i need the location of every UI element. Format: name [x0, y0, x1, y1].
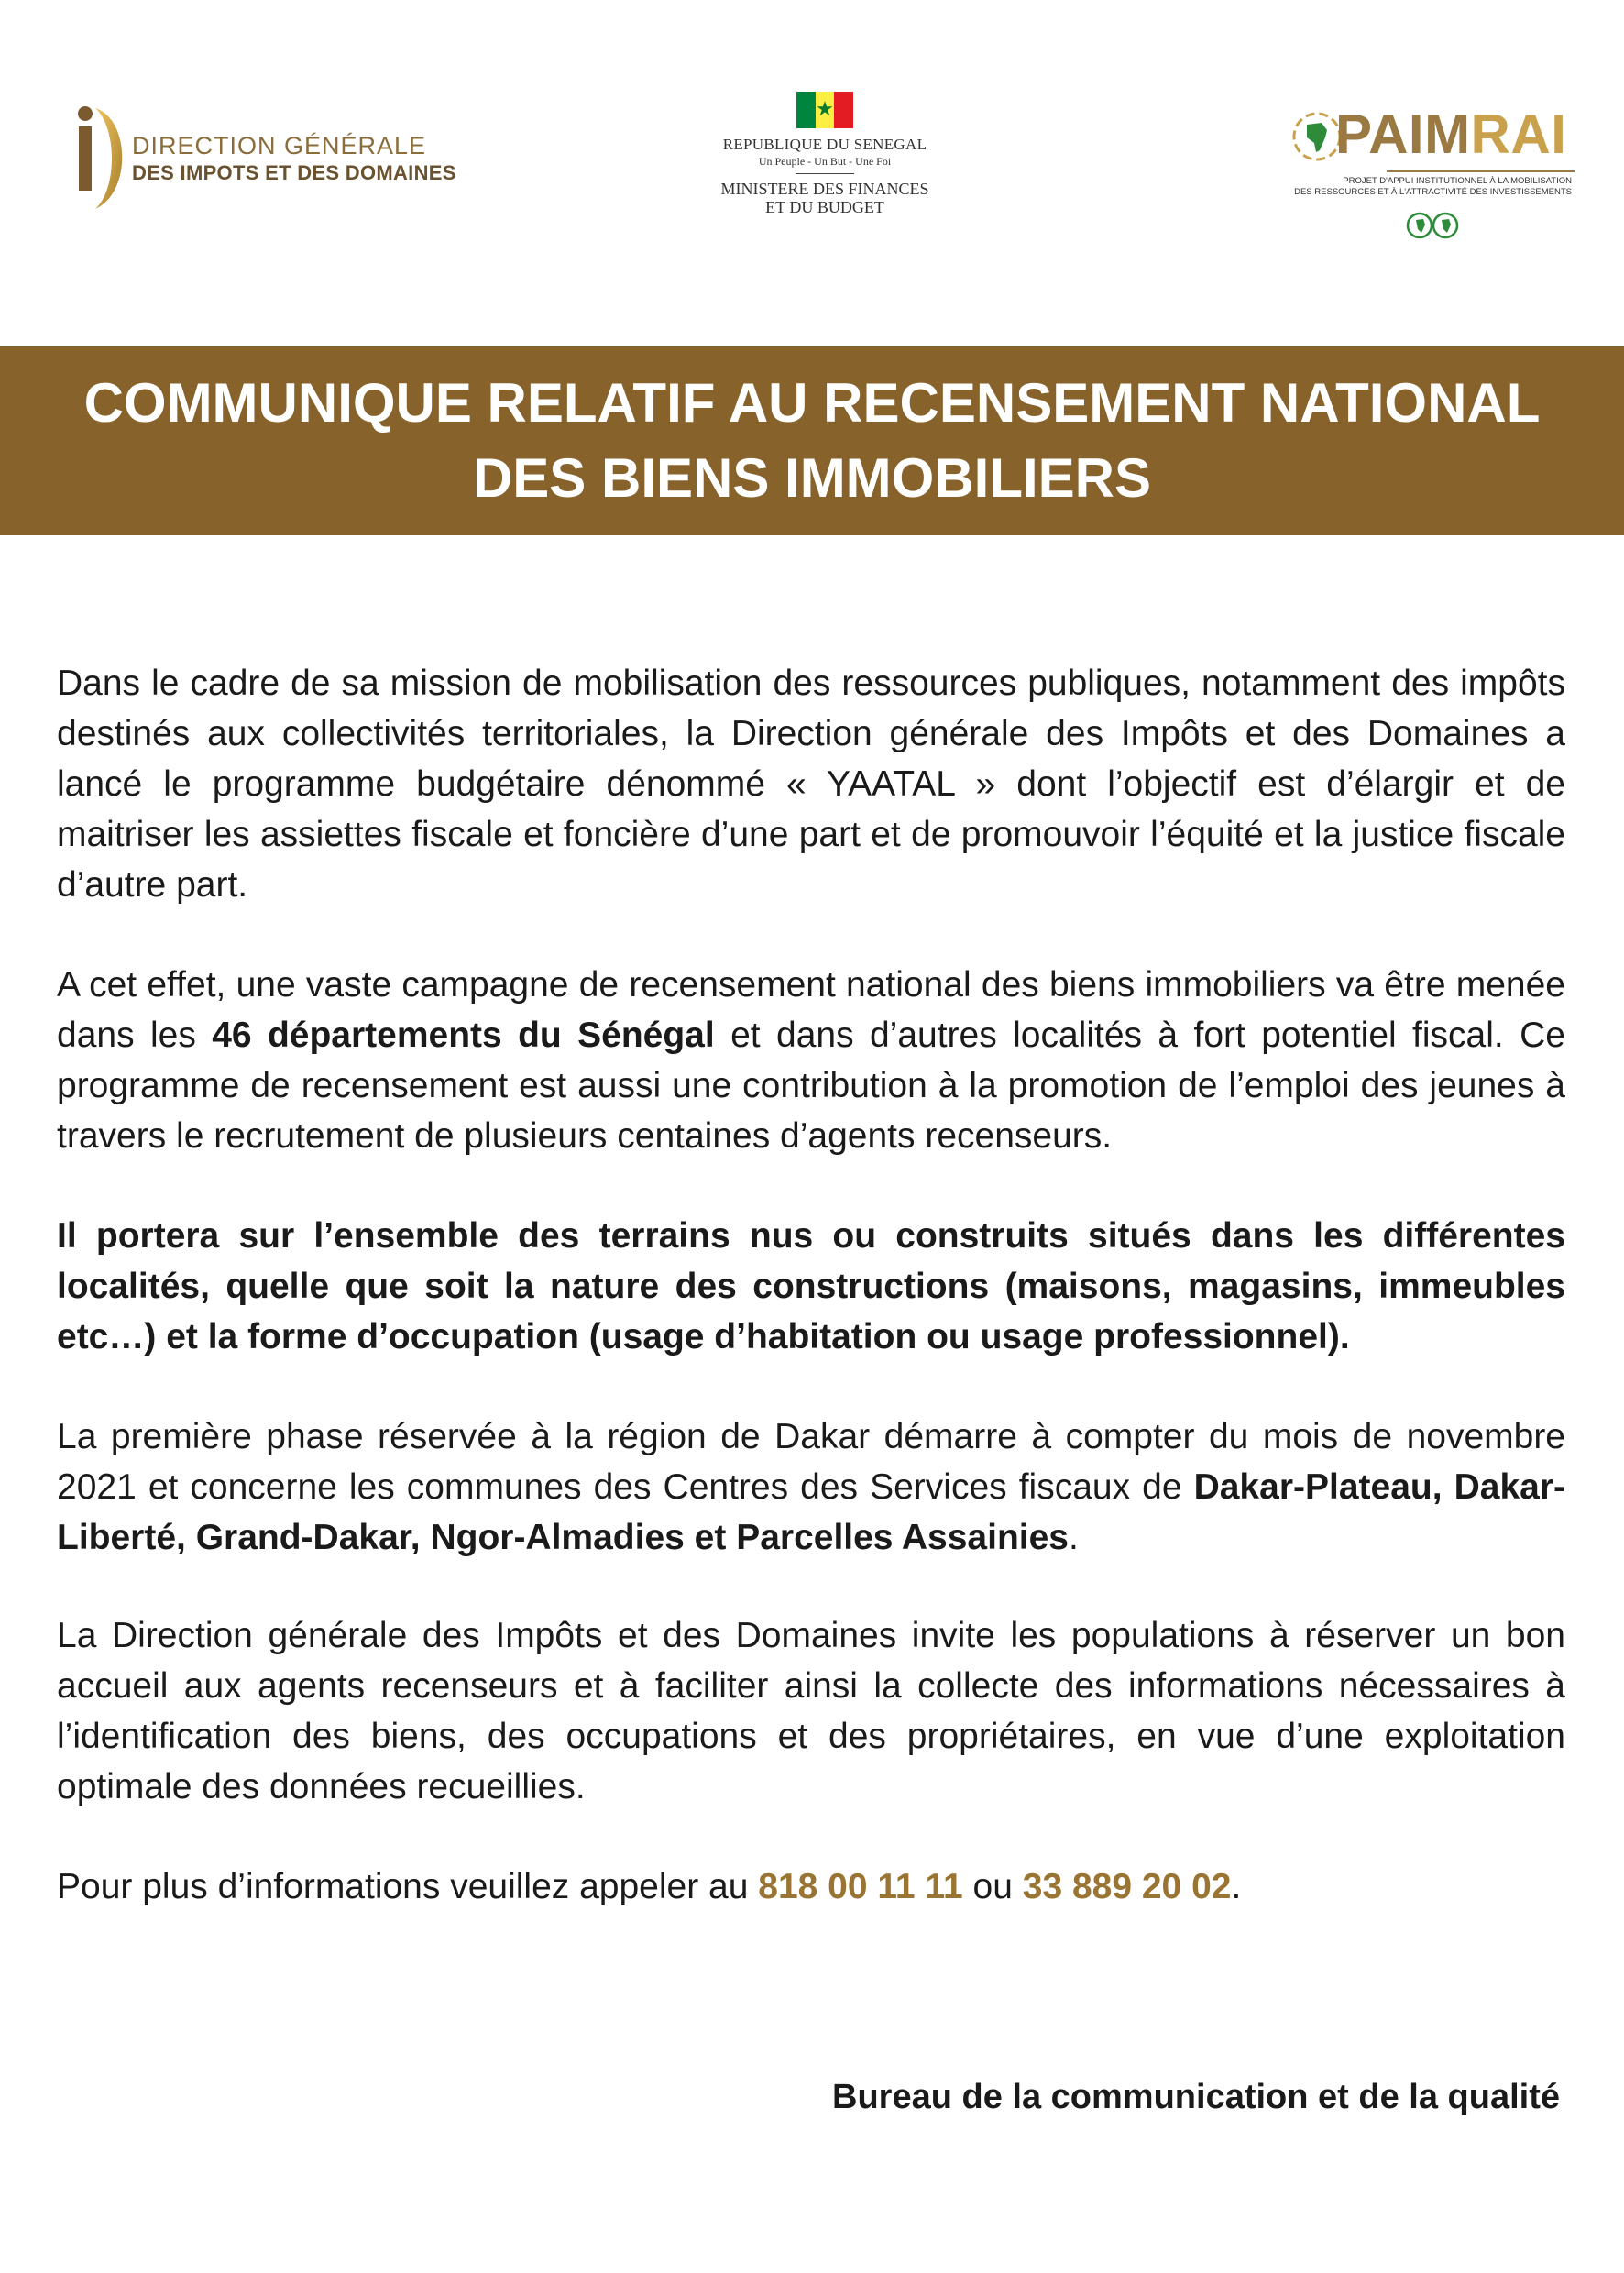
paimrai-word-part2: RAI — [1470, 104, 1567, 165]
contact-text-b: ou — [962, 1867, 1023, 1906]
scope-text: Il portera sur l’ensemble des terrains nus ou construits situés dans les différentes localités, quelle que soit la nature des constructions (maisons, magasins, immeubles etc…) et la forme d’occupation (usage d’habitation ou usage professionnel). — [57, 1216, 1565, 1356]
paragraph-contact — [57, 1861, 1565, 1912]
paragraph-campaign — [57, 960, 1565, 1161]
phone-number-1[interactable]: 818 00 11 11 — [758, 1867, 963, 1906]
paragraph-scope — [57, 1211, 1565, 1362]
paragraph-invitation: La Direction générale des Impôts et des Domaines invite les populations à réserver un bon accueil aux agents recenseurs et à faciliter ainsi la collecte des informations nécessaires à l’identification des biens, des occupations et des propriétaires, en vue d’une exploitation optimale des données recueillies. — [57, 1616, 1565, 1806]
paimrai-wordmark — [1335, 106, 1566, 163]
senegal-flag-icon: ★ — [796, 92, 853, 128]
service-centers-list: Dakar-Plateau, Dakar-Liberté, Grand-Dakar, Ngor-Almadies et Parcelles Assainies — [57, 1467, 1565, 1557]
page-title — [84, 366, 1541, 516]
ministry-logo — [697, 92, 953, 216]
paragraph-campaign-text-b: et dans d’autres localités à fort potentiel fiscal. Ce programme de recensement est aussi une contribution à la promotion de l’emploi des jeunes à travers le recrutement de plusieurs centaines d’agents recenseurs. — [57, 1016, 1565, 1156]
ministry-line1: MINISTERE DES FINANCES — [720, 180, 929, 198]
republic-label: REPUBLIQUE DU SENEGAL — [722, 136, 927, 153]
departments-highlight: 46 départements du Sénégal — [212, 1016, 715, 1055]
dgid-line1: DIRECTION GÉNÉRALE — [132, 132, 427, 159]
first-phase-text-a: La première phase réservée à la région de Dakar démarre à compter du mois de novembre 2021 et concerne les communes des Centres des Services fiscaux de — [57, 1417, 1565, 1507]
phone-number-2[interactable]: 33 889 20 02 — [1022, 1867, 1232, 1906]
title-band — [0, 346, 1624, 535]
page-title-line2: DES BIENS IMMOBILIERS — [472, 447, 1152, 509]
afdb-logo-icon — [1398, 209, 1471, 242]
dgid-wordmark — [132, 134, 456, 183]
national-motto: Un Peuple - Un But - Une Foi — [758, 155, 892, 168]
page-title-line1: COMMUNIQUE RELATIF AU RECENSEMENT NATIONAL — [83, 372, 1541, 434]
divider — [796, 173, 854, 174]
ministry-line2: ET DU BUDGET — [765, 198, 884, 216]
document-header — [0, 0, 1624, 348]
paimrai-sub-line1: PROJET D'APPUI INSTITUTIONNEL À LA MOBILISATION — [1343, 176, 1572, 186]
dgid-emblem-icon — [75, 101, 132, 215]
divider — [1387, 170, 1575, 172]
contact-text-c: . — [1231, 1867, 1242, 1906]
dgid-line2: DES IMPOTS ET DES DOMAINES — [132, 161, 456, 184]
paimrai-word-part1: PAIM — [1335, 104, 1471, 165]
paimrai-sub-line2: DES RESSOURCES ET À L'ATTRACTIVITÉ DES INVESTISSEMENTS — [1294, 187, 1572, 197]
dgid-logo — [75, 101, 456, 215]
paragraph-campaign-text-a: A cet effet, une vaste campagne de recensement national des biens immobiliers va être menée dans les — [57, 965, 1565, 1055]
first-phase-text-b: . — [1069, 1518, 1079, 1557]
paimrai-subtitle — [1288, 176, 1572, 198]
signature: Bureau de la communication et de la qualité — [832, 2078, 1560, 2116]
paragraph-first-phase — [57, 1411, 1565, 1563]
communique-body — [57, 658, 1565, 1961]
contact-text-a: Pour plus d’informations veuillez appeler au — [57, 1867, 759, 1906]
paragraph-mission: Dans le cadre de sa mission de mobilisation des ressources publiques, notamment des impôts destinés aux collectivités territoriales, la Direction générale des Impôts et des Domaines a lancé le programme budgétaire dénommé « YAATAL » dont l’objectif est d’élargir et de maitriser les assiettes fiscale et foncière d’une part et de promouvoir l’équité et la justice fiscale d’autre part. — [57, 664, 1565, 905]
paimrai-logo — [1288, 101, 1572, 247]
